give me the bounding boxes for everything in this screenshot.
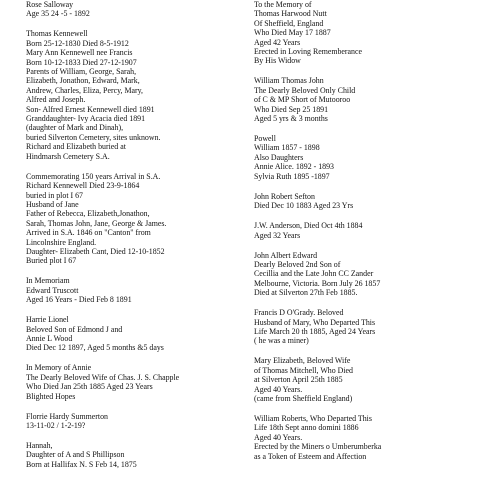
inscription-line: The Dearly Beloved Wife of Chas. J. S. Chapple [26, 372, 180, 382]
memorial-entry [26, 0, 251, 19]
inscription-line: Powell [254, 134, 276, 144]
memorial-entry [26, 363, 251, 401]
inscription-line: Thomas Harwood Nutt [254, 9, 327, 19]
memorial-entry [254, 414, 486, 461]
inscription-line: Died Dec 12 1897, Aged 5 months &5 days [26, 343, 164, 353]
inscription-line: Erected by the Miners o Umberumberka [254, 442, 382, 452]
inscription-line: John Robert Sefton [254, 191, 315, 201]
inscription-line: Lincolnshire England. [26, 237, 97, 247]
memorial-entry [26, 315, 251, 353]
right-column [254, 0, 486, 472]
inscription-line: Dearly Beloved 2nd Son of [254, 259, 341, 269]
inscription-line: Sarah, Thomas John, Jane, George & James. [26, 218, 167, 228]
inscription-line: buried in plot I 67 [26, 190, 83, 200]
inscription-line: In Memoriam [26, 276, 70, 286]
inscription-line: buried Silverton Cemetery, sites unknown. [26, 132, 161, 142]
memorial-entry [254, 76, 486, 123]
inscription-line: William Roberts, Who Departed This [254, 413, 372, 423]
inscription-line: Who Died May 17 1887 [254, 28, 331, 38]
inscription-line: of C & MP Short of Mutooroo [254, 95, 351, 105]
inscription-line: To the Memory of [254, 0, 312, 9]
inscription-line: Edward Truscott [26, 285, 79, 295]
inscription-line: Richard and Elizabeth buried at [26, 142, 126, 152]
memorial-entry [254, 134, 486, 181]
inscription-line: Annie L Wood [26, 333, 73, 343]
inscription-line: Aged 32 Years [254, 230, 301, 240]
inscription-line: Sylvia Ruth 1895 -1897 [254, 171, 330, 181]
inscription-line: Died Dec 10 1883 Aged 23 Yrs [254, 201, 354, 211]
memorial-entry [26, 441, 251, 469]
inscription-line: Life March 20 th 1885, Aged 24 Years [254, 326, 376, 336]
memorial-entry [26, 412, 251, 431]
inscription-line: John Albert Edward [254, 250, 318, 260]
inscription-line: Alfred and Joseph. [26, 95, 86, 105]
inscription-line: Born 10-12-1833 Died 27-12-1907 [26, 57, 137, 67]
inscription-line: Cecillia and the Late John CC Zander [254, 269, 374, 279]
inscription-line: William Thomas John [254, 76, 324, 86]
inscription-line: By His Widow [254, 56, 301, 66]
memorial-entry [26, 276, 251, 304]
inscription-line: Aged 42 Years [254, 37, 301, 47]
inscription-line: Arrived in S.A. 1846 on "Canton" from [26, 228, 151, 238]
inscription-line: 13-11-02 / 1-2-19? [26, 421, 86, 430]
inscription-line: Mary Ann Kennewell nee Francis [26, 48, 133, 58]
inscription-line: Erected in Loving Rememberance [254, 47, 363, 57]
inscription-line: Andrew, Charles, Eliza, Percy, Mary, [26, 85, 144, 95]
inscription-line: Of Sheffield, England [254, 18, 324, 28]
inscription-line: Husband of Jane [26, 199, 79, 209]
inscription-line: (daughter of Mark and Dinah), [26, 123, 124, 133]
inscription-line: Hannah, [26, 441, 53, 450]
memorial-entry [254, 251, 486, 298]
inscription-line: Blighted Hopes [26, 391, 76, 401]
inscription-line: Aged 16 Years - Died Feb 8 1891 [26, 295, 132, 305]
inscription-line: Husband of Mary, Who Departed This [254, 317, 376, 327]
inscription-line: Commemorating 150 years Arrival in S.A. [26, 171, 161, 181]
inscription-line: Died at Silverton 27th Feb 1885. [254, 288, 358, 298]
inscription-line: ( he was a miner) [254, 336, 309, 346]
memorial-entry [254, 0, 486, 66]
inscription-line: Harrie Lionel [26, 315, 69, 325]
inscription-line: Age 35 24 -5 - 1892 [26, 9, 90, 19]
inscription-line: Rose Salloway [26, 0, 74, 9]
inscription-line: Annie Alice. 1892 - 1893 [254, 162, 334, 172]
inscription-line: William 1857 - 1898 [254, 143, 320, 153]
inscription-line: Parents of William, George, Sarah, [26, 67, 137, 77]
memorial-entry [254, 192, 486, 211]
inscription-line: Buried plot I 67 [26, 256, 77, 266]
inscription-line: Aged 40 Years. [254, 384, 303, 394]
inscription-line: Elizabeth, Jonathon, Edward, Mark, [26, 76, 140, 86]
inscription-line: Hindmarsh Cemetery S.A. [26, 151, 110, 161]
inscription-line: Granddaughter- Ivy Acacia died 1891 [26, 114, 146, 124]
inscription-line: Who Died Jan 25th 1885 Aged 23 Years [26, 382, 153, 392]
inscription-line: In Memory of Annie [26, 363, 92, 373]
inscription-line: Richard Kennewell Died 23-9-1864 [26, 181, 140, 191]
inscription-line: at Silverton April 25th 1885 [254, 375, 343, 385]
inscription-line: Aged 5 yrs & 3 months [254, 114, 328, 124]
inscription-line: Who Died Sep 25 1891 [254, 104, 329, 114]
memorial-entry [254, 308, 486, 346]
inscription-line: J.W. Anderson, Died Oct 4th 1884 [254, 221, 363, 231]
inscription-line: The Dearly Beloved Only Child [254, 85, 356, 95]
memorial-entry [254, 356, 486, 403]
inscription-line: Melbourne, Victoria. Born July 26 1857 [254, 278, 381, 288]
memorial-entry [254, 221, 486, 240]
inscription-line: Son- Alfred Ernest Kennewell died 1891 [26, 104, 155, 114]
inscription-line: (came from Sheffield England) [254, 393, 353, 403]
inscription-line: Beloved Son of Edmond J and [26, 324, 123, 334]
inscription-line: Daughter- Elizabeth Cant, Died 12-10-1852 [26, 246, 165, 256]
inscription-line: Thomas Kennewell [26, 29, 88, 39]
inscription-line: Born 25-12-1830 Died 8-5-1912 [26, 38, 129, 48]
inscription-line: Francis D O'Grady. Beloved [254, 308, 344, 318]
memorial-entry [26, 172, 251, 266]
inscription-line: Daughter of A and S Phillipson [26, 450, 125, 460]
inscription-line: Born at Hallifax N. S Feb 14, 1875 [26, 459, 137, 469]
left-column [26, 0, 251, 480]
inscription-line: Mary Elizabeth, Beloved Wife [254, 356, 351, 366]
inscription-line: of Thomas Mitchell, Who Died [254, 365, 353, 375]
inscription-line: as a Token of Esteem and Affection [254, 451, 367, 461]
inscription-line: Life 18th Sept anno domini 1886 [254, 423, 359, 433]
inscription-line: Florrie Hardy Summerton [26, 411, 108, 421]
inscription-line: Also Daughters [254, 152, 304, 162]
inscription-line: Aged 40 Years. [254, 432, 303, 442]
inscription-line: Father of Rebecca, Elizabeth,Jonathon, [26, 209, 150, 219]
memorial-entry [26, 29, 251, 161]
